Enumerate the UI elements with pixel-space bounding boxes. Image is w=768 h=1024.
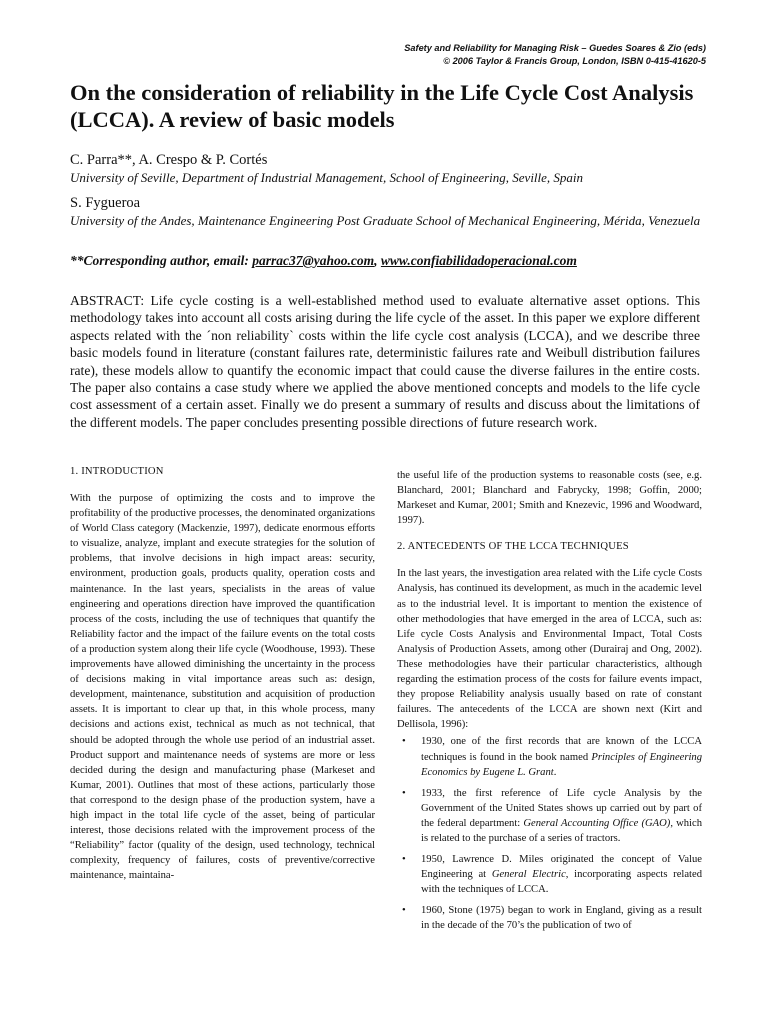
header-line-2: © 2006 Taylor & Francis Group, London, ISBN 0-415-41620-5 [443, 55, 706, 66]
author-affiliation: University of the Andes, Maintenance Engineering Post Graduate School of Mechanical Engineering, Mérida, Venezuela [70, 213, 701, 228]
section-heading-introduction: 1. INTRODUCTION [70, 466, 164, 477]
running-header [404, 42, 706, 67]
list-item: • 1950, Lawrence D. Miles originated the concept of Value Engineering at General Electric, incorporating aspects related with the techniques of LCCA. [402, 854, 703, 896]
list-item: • 1960, Stone (1975) began to work in England, giving as a result in the decade of the 70’s the publication of two of [402, 905, 702, 932]
corresponding-author [70, 253, 710, 269]
website-link[interactable]: www.confiabilidadoperacional.com [380, 253, 577, 268]
author-block-1 [70, 151, 710, 186]
list-item: • 1930, one of the first records that are known of the LCCA techniques is found in the book named Principles of Engineering Economics by Eugene L. Grant. [402, 736, 703, 778]
bullet-mark: • [402, 787, 406, 799]
author-names: S. Fygueroa [70, 195, 141, 211]
author-names: C. Parra**, A. Crespo & P. Cortés [70, 152, 268, 168]
antecedents-paragraph: In the last years, the investigation area related with the Life cycle Costs Analysis, has continued its development, as much in the academic level as to the industrial level. It is important to mention the existence of other methodologies that have emerged in the area of LCCA, such as: Life cycle Costs Analysis and Environmental Impact, Total Costs Analysis of Production Assets, among other (Durairaj and Ong, 2002). These methodologies have their particular characteristics, although regarding the estimation process of the costs for failure events impact, they propose Reliability analysis usually based on rate of constant failures. The antecedents of the LCCA are shown next (Kirt and Dellisola, 1996): [397, 568, 702, 731]
bullet-mark: • [402, 905, 406, 917]
section-heading-antecedents: 2. ANTECEDENTS OF THE LCCA TECHNIQUES [397, 541, 629, 553]
left-column [70, 465, 375, 883]
header-line-1: Safety and Reliability for Managing Risk – Guedes Soares & Zio (eds) [404, 43, 706, 53]
bullet-mark: • [402, 736, 406, 748]
abstract: ABSTRACT: Life cycle costing is a well-established method used to evaluate alternative asset options. This methodology takes into account all costs arising during the life cycle of the asset. In this paper we explore different aspects related with the ´non reliability` costs within the life cycle cost analysis (LCCA), and we describe three basic models found in literature (constant failures rate, deterministic failures rate and Weibull distribution failures rate), these models allow to quantify the economic impact that could cause the diverse failures in the entire costs. The paper also contains a case study where we applied the above mentioned concepts and models to the life cycle cost assessment of a certain asset. Finally we do present a summary of results and discuss about the limitations of the different models. The paper concludes presenting possible directions of future research work. [70, 293, 700, 430]
right-column [397, 468, 702, 940]
antecedents-list [397, 734, 702, 933]
paper-title: On the consideration of reliability in the Life Cycle Cost Analysis (LCCA). A review of basic models [70, 80, 694, 132]
introduction-paragraph: With the purpose of optimizing the costs and to improve the profitability of the productive processes, the denominated organizations of World Class category (Mackenzie, 1997), dedicate enormous efforts to visualize, analyze, implant and execute strategies for the solution of problems, that involve decisions in high impact areas: security, environment, production goals, products quality, operation costs and maintenance. In the last years, specialists in the areas of value engineering and operations direction have improved the quantification process of the costs, including the use of techniques that quantify the Reliability factor and the impact of the failure events on the total costs of a production system along their life cycle (Woodhouse, 1993). These improvements have allowed diminishing the uncertainty in the process of decisions making in vital importance areas such as: design, development, maintenance, substitution and acquisition of production assets. It is important to clear up that, in this whole process, many decisions and actions exist, technical as much as not technical, that should be adopted through the whole use period of an industrial asset. Product support and maintenance needs of systems are more or less decided during the design and manufacturing phase (Markeset and Kumar, 2001). Outlines that most of these actions, particularly those that correspond to the design phase of the production system, have a high impact in the total life cycle of the asset, being of particular interest, those decisions related with the improvement process of the “Reliability” factor (quality of the design, used technology, technical complexity, frequency of failures, costs of preventive/corrective maintenance, maintaina- [70, 493, 375, 882]
bullet-mark: • [402, 854, 406, 866]
corresponding-label: **Corresponding author, email: [70, 253, 253, 268]
corresponding-separator: , [374, 253, 381, 268]
list-item: • 1933, the first reference of Life cycle Analysis by the Government of the United States shows up carried out by part of the federal department: General Accounting Office (GAO), which is related to the purchase of a series of tractors. [402, 787, 702, 844]
author-block-2 [70, 194, 710, 229]
introduction-continuation: the useful life of the production systems to reasonable costs (see, e.g. Blanchard, 2001; Blanchard and Fabrycky, 1998; Goffin, 2000; Markeset and Kumar, 2001; Smith and Knezevic, 1996 and Woodward, 1997). [397, 470, 702, 527]
author-affiliation: University of Seville, Department of Industrial Management, School of Engineering, Seville, Spain [70, 170, 584, 185]
email-link[interactable]: parrac37@yahoo.com [252, 253, 375, 268]
